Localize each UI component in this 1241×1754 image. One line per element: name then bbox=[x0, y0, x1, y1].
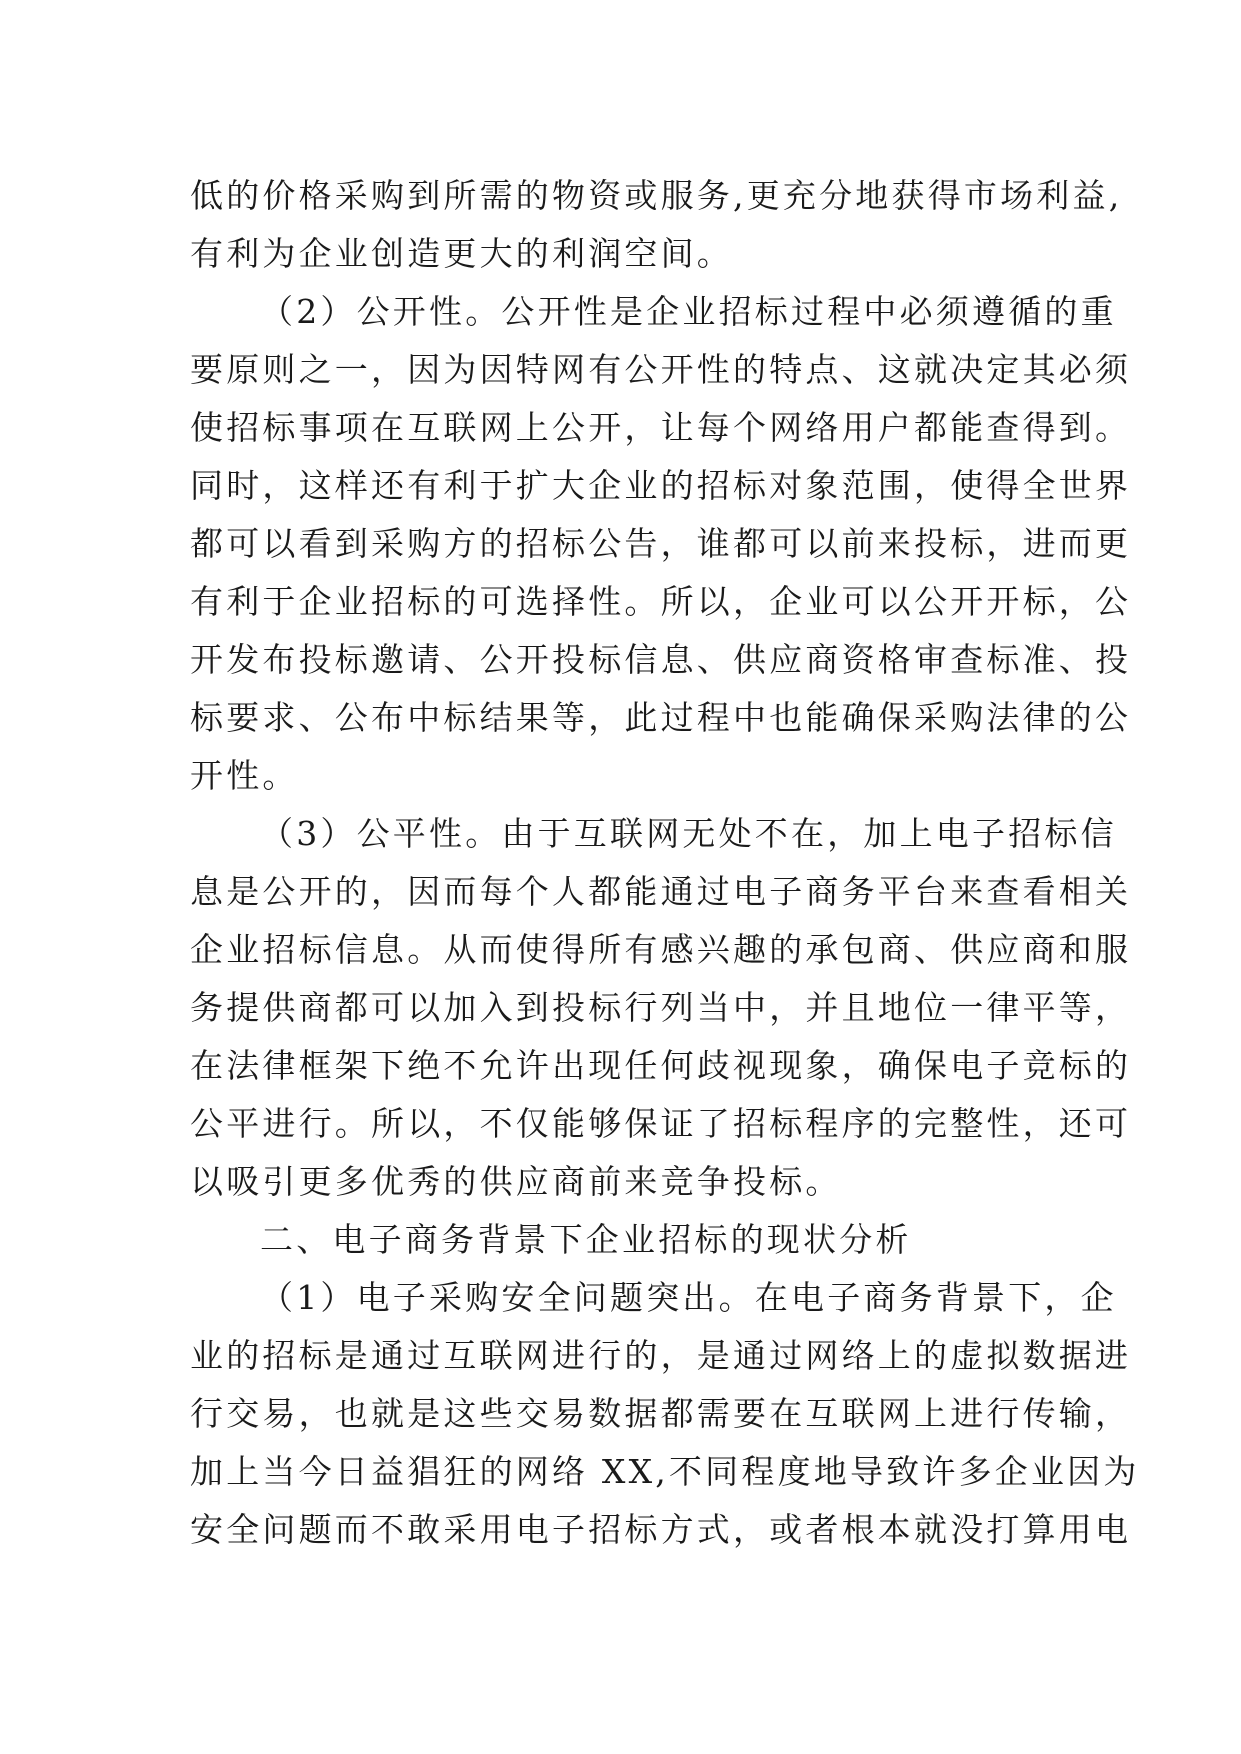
text-line: 标要求、公布中标结果等，此过程中也能确保采购法律的公 bbox=[190, 698, 1132, 737]
paragraph-start-line: （2）公开性。公开性是企业招标过程中必须遵循的重 bbox=[260, 292, 1117, 331]
text-line: 开性。 bbox=[190, 756, 299, 795]
text-line: 使招标事项在互联网上公开，让每个网络用户都能查得到。 bbox=[190, 408, 1132, 447]
text-line: 息是公开的，因而每个人都能通过电子商务平台来查看相关 bbox=[190, 872, 1132, 911]
text-line: 有利为企业创造更大的利润空间。 bbox=[190, 234, 733, 273]
text-line: 行交易，也就是这些交易数据都需要在互联网上进行传输， bbox=[190, 1394, 1132, 1433]
text-line: 有利于企业招标的可选择性。所以，企业可以公开开标，公 bbox=[190, 582, 1132, 621]
text-line: 低的价格采购到所需的物资或服务,更充分地获得市场利益, bbox=[190, 176, 1123, 215]
text-line: 都可以看到采购方的招标公告，谁都可以前来投标，进而更 bbox=[190, 524, 1132, 563]
text-line: 加上当今日益猖狂的网络 XX,不同程度地导致许多企业因为 bbox=[190, 1452, 1140, 1491]
text-line: 以吸引更多优秀的供应商前来竞争投标。 bbox=[190, 1162, 842, 1201]
text-line: 安全问题而不敢采用电子招标方式，或者根本就没打算用电 bbox=[190, 1510, 1132, 1549]
text-line: 企业招标信息。从而使得所有感兴趣的承包商、供应商和服 bbox=[190, 930, 1132, 969]
text-line: 业的招标是通过互联网进行的，是通过网络上的虚拟数据进 bbox=[190, 1336, 1132, 1375]
paragraph-start-line: （1）电子采购安全问题突出。在电子商务背景下，企 bbox=[260, 1278, 1117, 1317]
text-line: 同时，这样还有利于扩大企业的招标对象范围，使得全世界 bbox=[190, 466, 1132, 505]
text-line: 在法律框架下绝不允许出现任何歧视现象，确保电子竞标的 bbox=[190, 1046, 1132, 1085]
section-heading: 二、电子商务背景下企业招标的现状分析 bbox=[260, 1220, 912, 1259]
text-line: 务提供商都可以加入到投标行列当中，并且地位一律平等， bbox=[190, 988, 1132, 1027]
paragraph-start-line: （3）公平性。由于互联网无处不在，加上电子招标信 bbox=[260, 814, 1117, 853]
text-line: 开发布投标邀请、公开投标信息、供应商资格审查标准、投 bbox=[190, 640, 1132, 679]
text-line: 要原则之一，因为因特网有公开性的特点、这就决定其必须 bbox=[190, 350, 1132, 389]
text-line: 公平进行。所以，不仅能够保证了招标程序的完整性，还可 bbox=[190, 1104, 1132, 1143]
